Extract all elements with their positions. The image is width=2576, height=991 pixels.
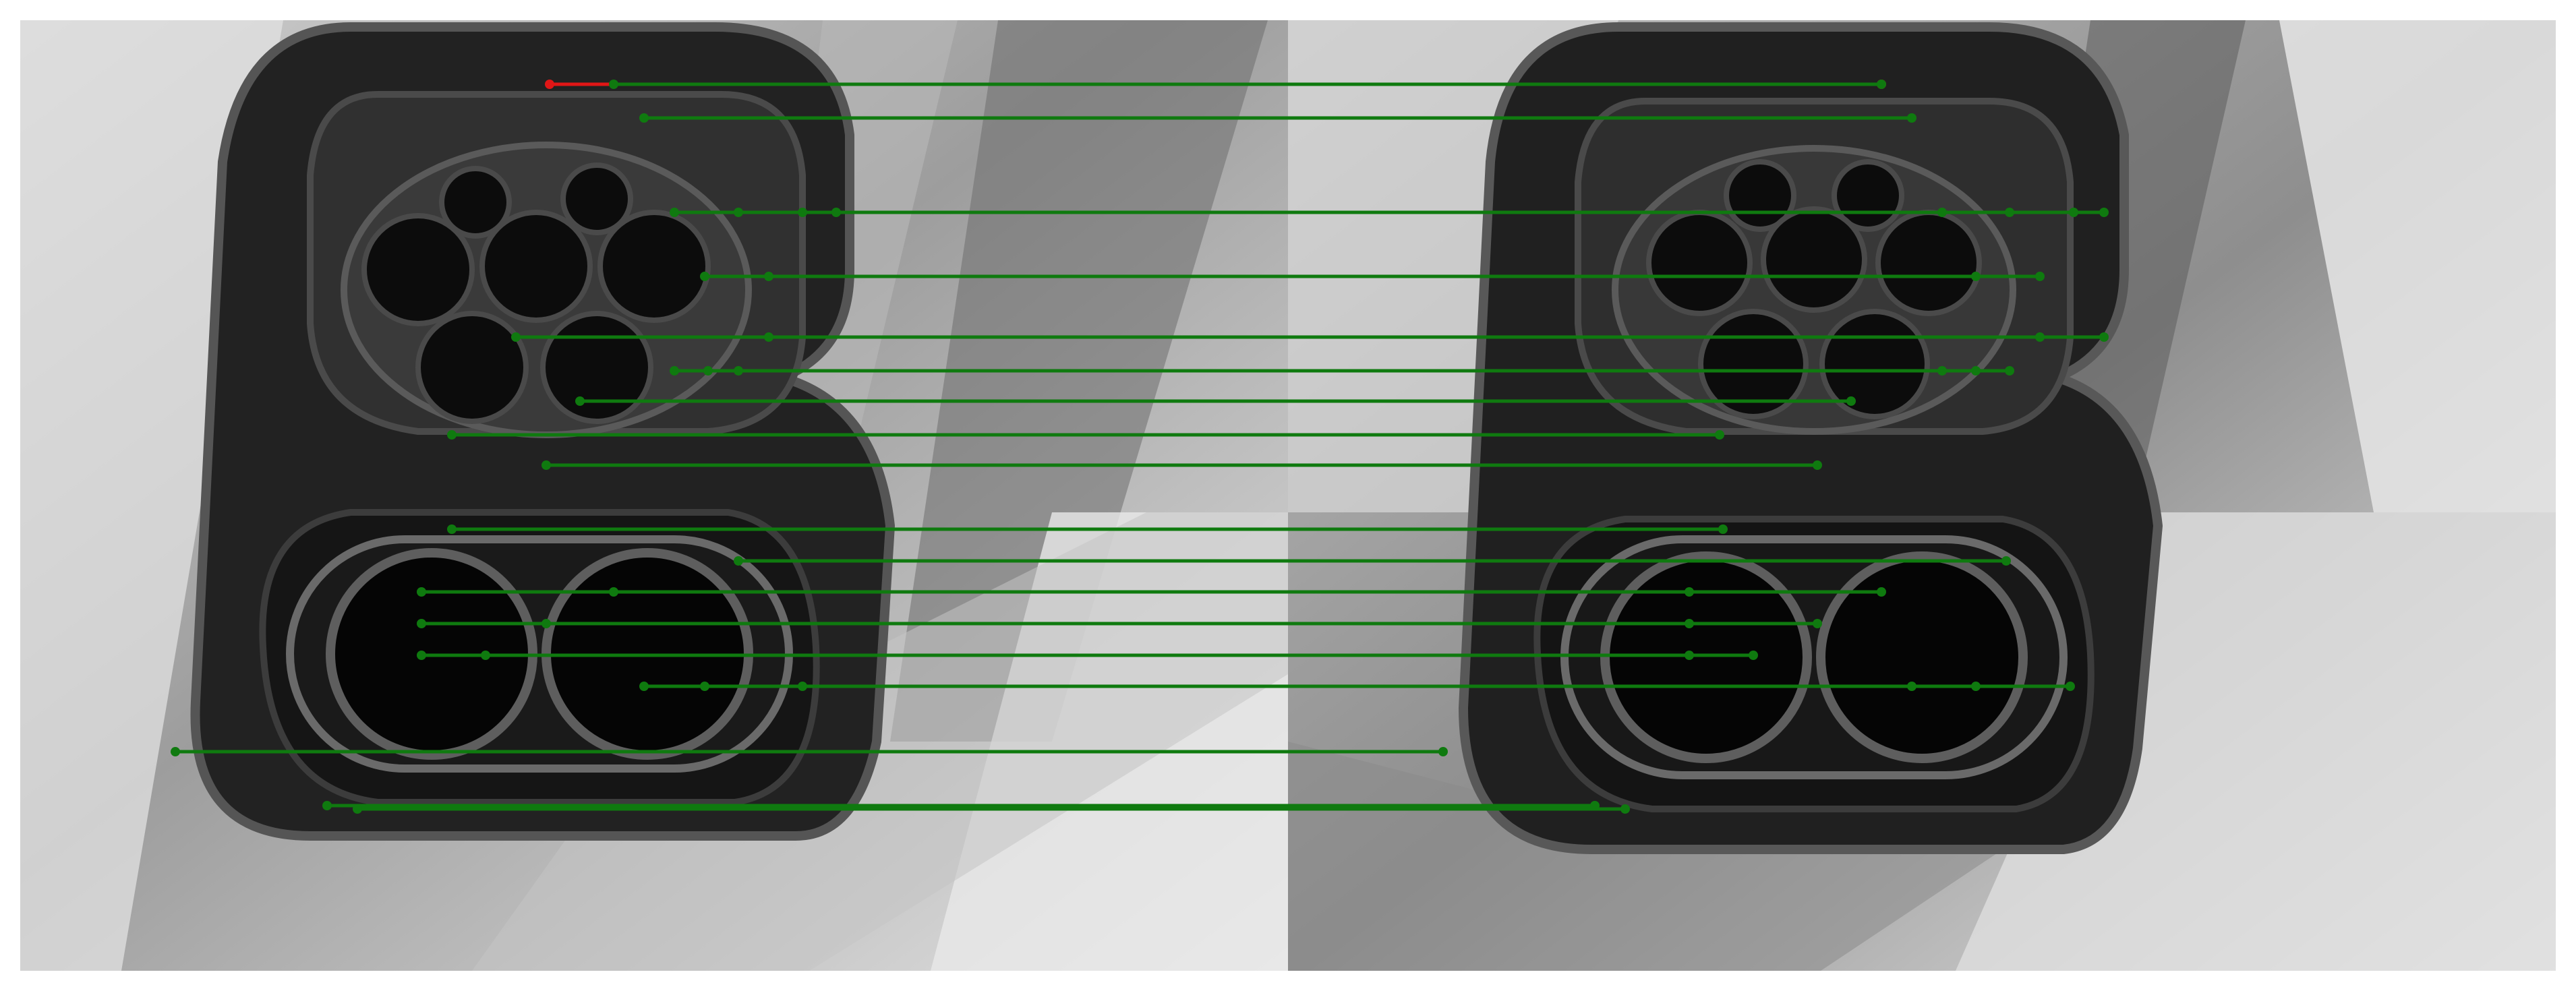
keypoint-left — [417, 619, 426, 628]
keypoint-left — [798, 682, 807, 691]
keypoint-left — [639, 113, 649, 123]
keypoint-left — [700, 682, 709, 691]
keypoint-left — [670, 366, 679, 376]
keypoint-right — [1813, 460, 1822, 470]
keypoint-right — [2066, 682, 2075, 691]
keypoint-left — [639, 682, 649, 691]
right-dc-pin-hole — [1605, 556, 1807, 758]
keypoint-left — [447, 524, 457, 534]
keypoint-right — [1813, 619, 1822, 628]
keypoint-left — [831, 208, 841, 217]
keypoint-left — [575, 396, 585, 406]
keypoint-left — [798, 208, 807, 217]
keypoint-left — [545, 80, 554, 89]
keypoint-left — [511, 332, 521, 342]
keypoint-right — [1620, 804, 1630, 814]
keypoint-right — [1877, 587, 1886, 597]
keypoint-right — [2005, 366, 2014, 376]
keypoint-left — [481, 651, 490, 660]
right-ac-pin-hole — [1649, 212, 1750, 313]
left-ac-pin-hole — [600, 212, 708, 320]
keypoint-left — [734, 208, 743, 217]
keypoint-right — [2099, 332, 2109, 342]
keypoint-left — [417, 651, 426, 660]
keypoint-right — [1907, 113, 1916, 123]
right-dc-pin-hole — [1821, 556, 2023, 758]
keypoint-left — [764, 272, 773, 281]
keypoint-right — [2035, 272, 2045, 281]
right-ac-pin-hole — [1763, 209, 1865, 310]
keypoint-left — [541, 460, 551, 470]
keypoint-right — [1438, 747, 1448, 756]
keypoint-left — [703, 366, 713, 376]
keypoint-left — [353, 804, 362, 814]
right-image-panel — [1288, 20, 2556, 971]
keypoint-left — [734, 556, 743, 566]
keypoint-right — [1749, 651, 1758, 660]
left-ac-pin-hole — [543, 313, 651, 421]
keypoint-left — [447, 430, 457, 440]
keypoint-right — [1877, 80, 1886, 89]
keypoint-left — [171, 747, 180, 756]
keypoint-left — [734, 366, 743, 376]
keypoint-left — [670, 208, 679, 217]
keypoint-left — [417, 587, 426, 597]
keypoint-left — [609, 587, 618, 597]
keypoint-left — [541, 619, 551, 628]
right-charging-socket — [1463, 27, 2158, 849]
left-ac-pin-hole — [482, 212, 590, 320]
keypoint-right — [2099, 208, 2109, 217]
keypoint-left — [322, 801, 332, 810]
keypoint-right — [1718, 524, 1728, 534]
right-ac-pin-hole — [1878, 212, 1979, 313]
keypoint-left — [700, 272, 709, 281]
keypoint-right — [1846, 396, 1856, 406]
left-image-panel — [20, 20, 1288, 971]
left-charging-socket — [195, 27, 890, 836]
left-ac-pin-hole — [364, 216, 472, 324]
keypoint-right — [2001, 556, 2011, 566]
keypoint-left — [764, 332, 773, 342]
keypoint-left — [609, 80, 618, 89]
keypoint-right — [1715, 430, 1724, 440]
left-ac-pin-hole — [418, 313, 526, 421]
